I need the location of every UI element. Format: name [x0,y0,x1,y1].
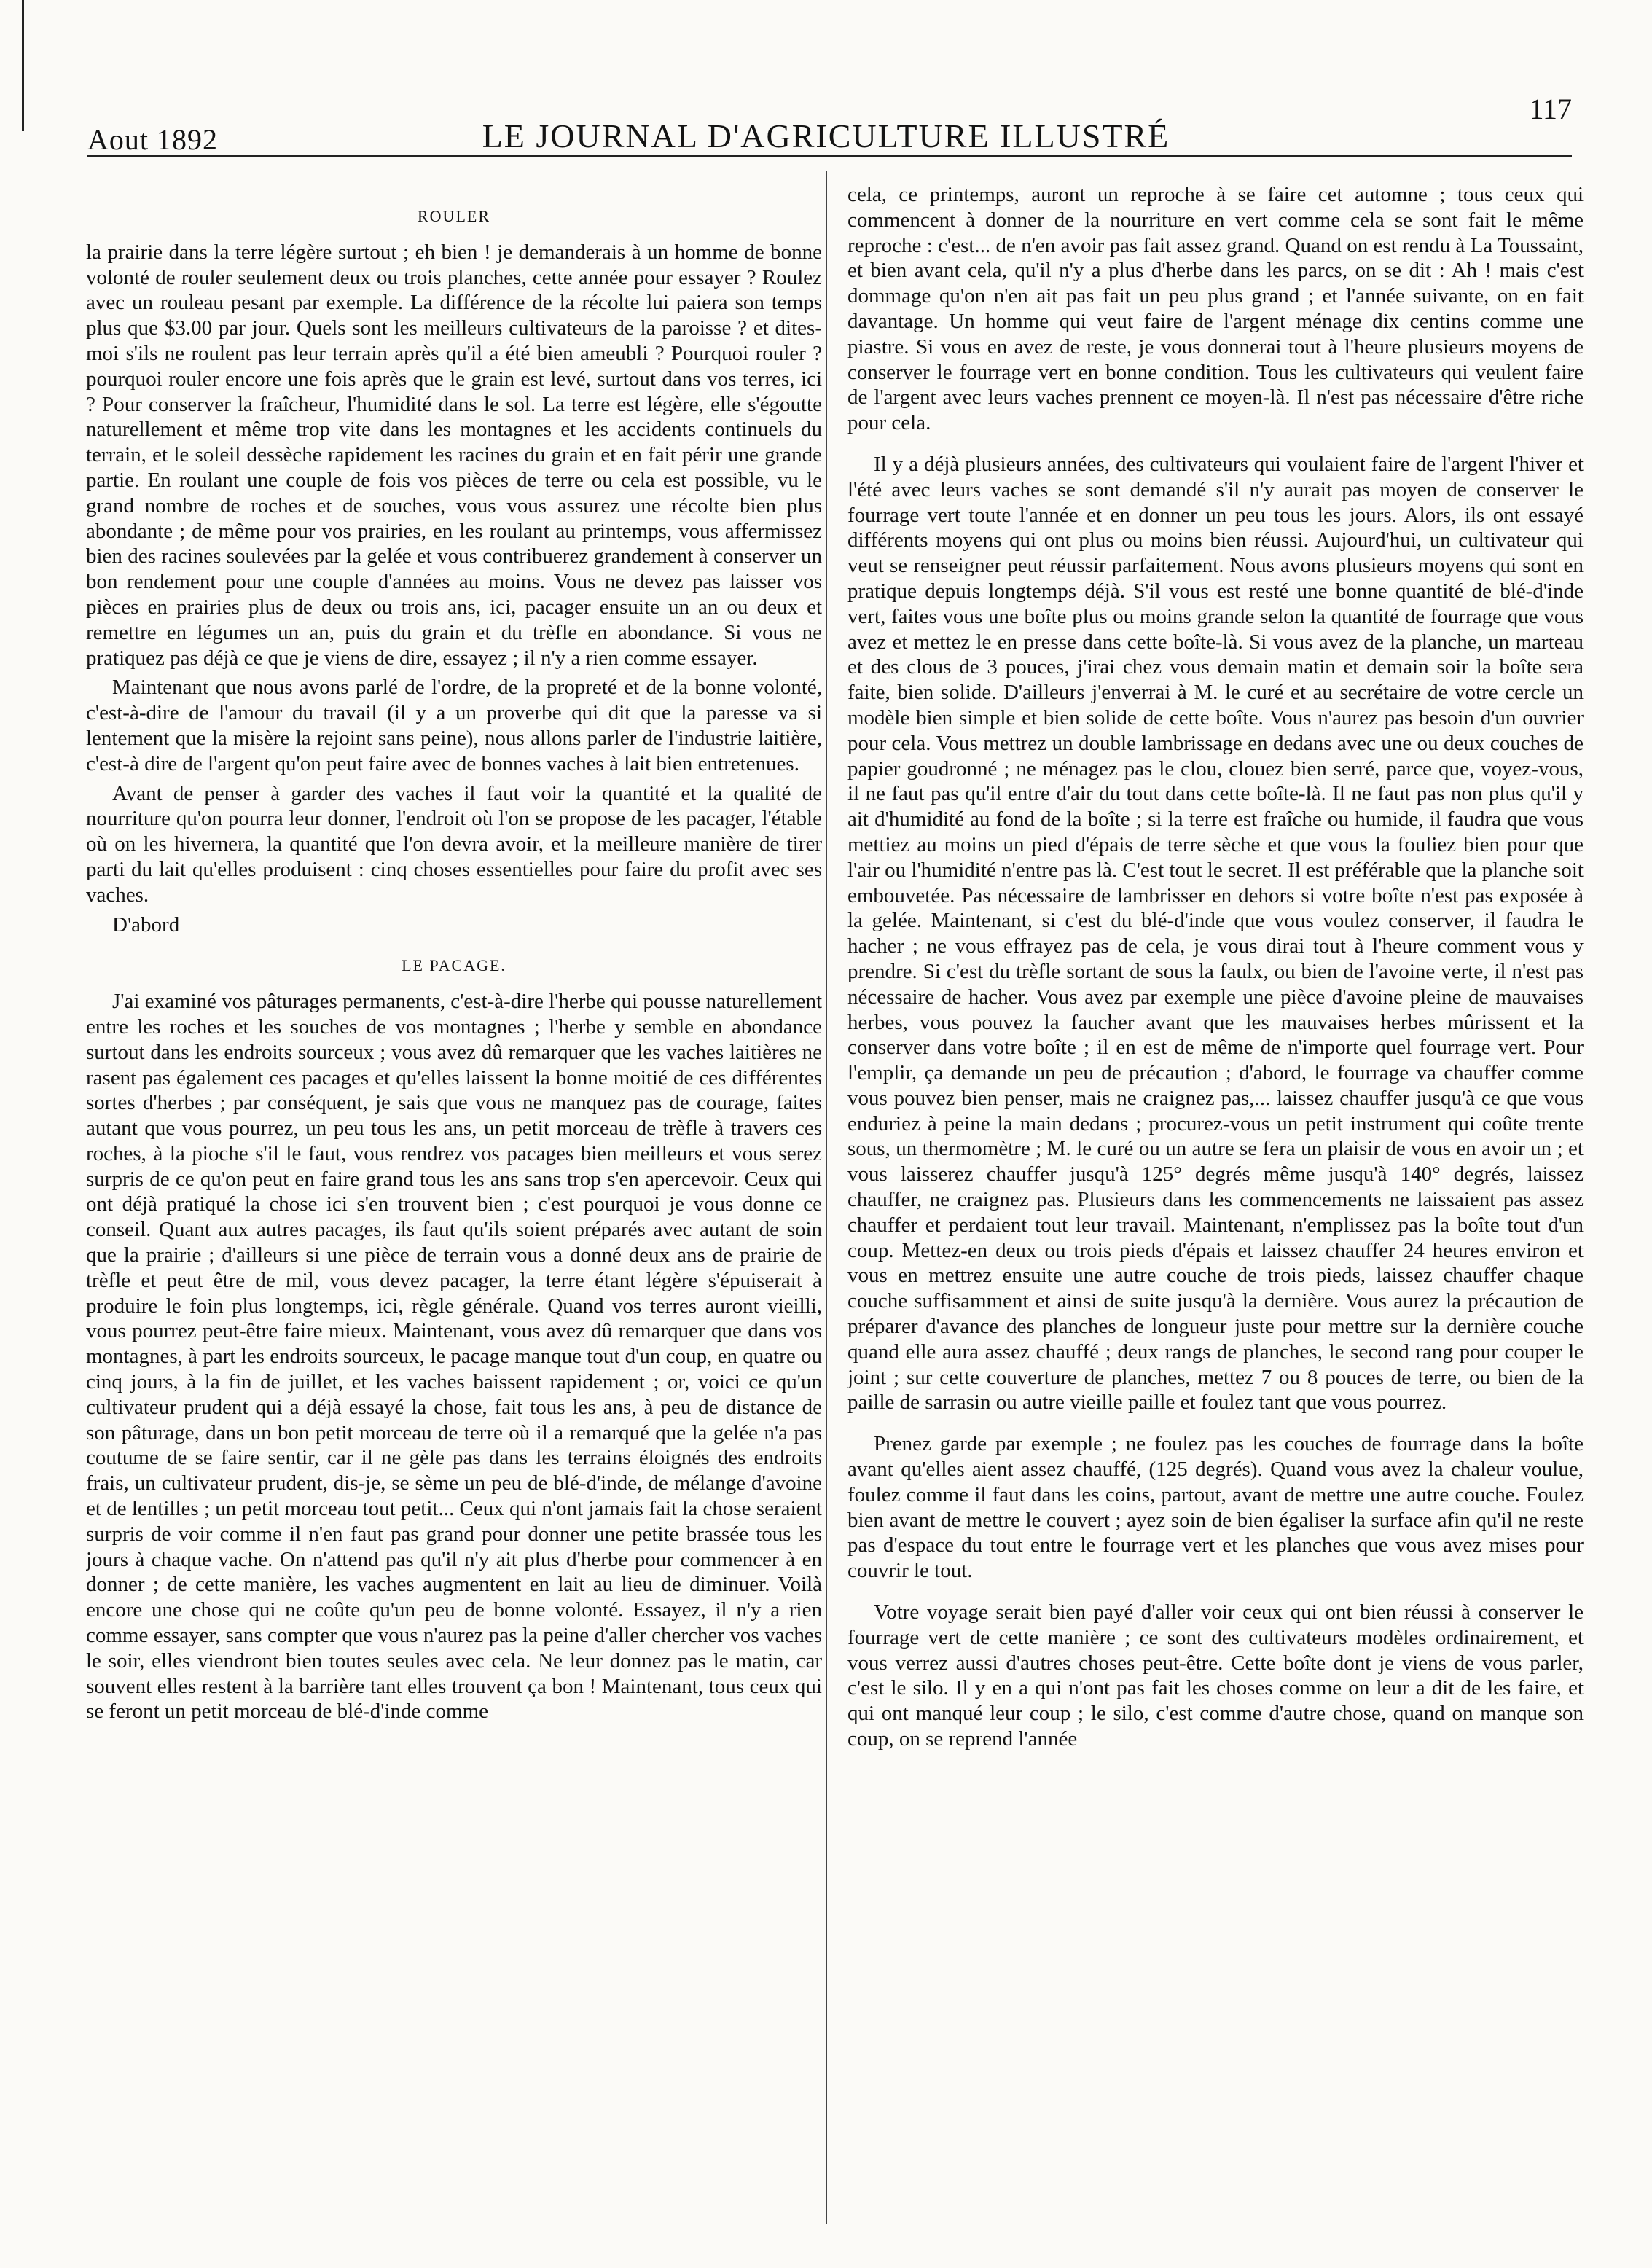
page-header [80,79,1572,156]
right-column [847,182,1584,2194]
paragraph: Avant de penser à garder des vaches il faut voir la quantité et la qualité de nourriture qu'on pourra leur donner, l'endroit où l'on se propose de les pacager, l'étable où on les hivernera, la quantité que l'on devra avoir, et la meilleure manière de tirer parti du lait qu'elles produisent : cinq choses essentielles pour faire du profit avec ses vaches. [86,781,822,907]
paragraph: J'ai examiné vos pâturages permanents, c'est-à-dire l'herbe qui pousse naturellement entre les roches et les souches de vos montagnes ; l'herbe y semble en abondance surtout dans les endroits sourceux ; vous avez dû remarquer que les vaches laitières ne rasent pas également ces pacages et qu'elles laissent la bonne moitié de ces différentes sortes d'herbes ; par conséquent, je sais que vous ne manquez pas de courage, faites autant que vous pourrez, un peu tous les ans, un petit morceau de trèfle à travers ces roches, à la pioche s'il le faut, vous rendrez vos pacages bien meilleurs et vous serez surpris de ce qu'on peut en faire grand tous les ans sans trop s'en apercevoir. Ceux qui ont déjà pratiqué la chose ici s'en trouvent bien ; c'est pourquoi je vous donne ce conseil. Quant aux autres pacages, ils faut qu'ils soient préparés avec autant de soin que la prairie ; d'ailleurs si une pièce de terrain vous a donné deux ans de prairie de trèfle et peut être de mil, vous devez pacager, la terre étant légère s'épuiserait à produire le foin plus longtemps, ici, règle générale. Quand vos terres auront vieilli, vous pourrez peut-être faire mieux. Maintenant, vous avez dû remarquer que dans vos montagnes, à part les endroits sourceux, le pacage manque tout d'un coup, en quatre ou cinq jours, à la fin de juillet, et les vaches baissent rapidement ; or, voici ce qu'un cultivateur prudent qui a déjà essayé la chose, fait tous les ans, à peu de distance de son pâturage, dans un bon petit morceau de terre où il a remarqué que la gelée n'a pas coutume de se faire sentir, car il ne gèle pas dans les terrains éloignés des endroits frais, un cultivateur prudent, dis-je, se sème un peu de blé-d'inde, de mélange d'avoine et de lentilles ; un petit morceau tout petit... Ceux qui n'ont jamais fait la chose seraient surpris de voir comme il n'en faut pas grand pour donner une petite brassée tous les jours à chaque vache. On n'attend pas qu'il n'y ait plus d'herbe pour commencer à en donner ; de cette manière, les vaches augmentent en lait au lieu de diminuer. Voilà encore une chose qui ne coûte qu'un peu de bonne volonté. Essayez, il n'y a rien comme essayer, sans compter que vous n'aurez pas la peine d'aller chercher vos vaches le soir, elles viendront bien toutes seules avec cela. Ne leur donnez pas le matin, car souvent elles restent à la barrière tant elles trouvent ça bon ! Maintenant, tous ceux qui se feront un petit morceau de blé-d'inde comme [86,990,822,1724]
section-heading-pacage: LE PACAGE. [402,956,506,975]
paragraph: Maintenant que nous avons parlé de l'ordre, de la propreté et de la bonne volonté, c'est-à-dire de l'amour du travail (il y a un proverbe qui dit que la paresse va si lentement que la misère la rejoint sans peine), nous allons parler de l'industrie laitière, c'est-à dire de l'argent qu'on peut faire avec de bonnes vaches à lait bien entretenues. [86,676,822,775]
page-number: 117 [1529,93,1572,125]
paragraph: Prenez garde par exemple ; ne foulez pas les couches de fourrage dans la boîte avant qu'elles aient assez chauffé, (125 degrés). Quand vous avez la chaleur voulue, foulez comme il faut dans les coins, partout, avant de mettre une autre couche. Foulez bien avant de mettre le couvert ; ayez soin de bien égaliser la surface afin qu'il ne reste pas d'espace du tout entre le fourrage vert et les planches que vous avez mises pour couvrir le tout. [847,1432,1584,1583]
column-divider [826,171,827,2224]
issue-date: Aout 1892 [87,123,218,156]
binding-mark [22,0,24,131]
paragraph: Il y a déjà plusieurs années, des cultivateurs qui voulaient faire de l'argent l'hiver et l'été avec leurs vaches se sont demandé s'il n'y aurait pas moyen de conserver le fourrage vert toute l'année et en donner un peu tous les jours. Alors, ils ont essayé différents moyens qui ont plus ou moins bien réussi. Aujourd'hui, un cultivateur qui veut se renseigner peut réussir parfaitement. Nous avons plusieurs moyens qui sont en pratique depuis longtemps déjà. S'il vous est resté une bonne quantité de blé-d'inde vert, faites vous une boîte plus ou moins grande selon la quantité de fourrage que vous avez et mettez le en presse dans cette boîte-là. Si vous avez de la planche, un marteau et des clous de 3 pouces, j'irai chez vous demain matin et demain soir la boîte sera faite, bien solide. D'ailleurs j'enverrai à M. le curé et au secrétaire de votre cercle un modèle bien simple et bien solide de cette boîte. Vous n'aurez pas besoin d'un ouvrier pour cela. Vous mettrez un double lambrissage en dedans avec une ou deux couches de papier goudronné ; ne ménagez pas le clou, clouez bien serré, parce que, voyez-vous, il ne faut pas qu'il entre d'air du tout dans cette boîte-là. Il ne faut pas non plus qu'il y ait d'humidité au fond de la boîte ; si la terre est fraîche ou humide, il faudra que vous mettiez au moins un pied d'épais de terre sèche et que vous la fouliez bien pour que l'air ou l'humidité n'entre pas là. C'est tout le secret. Il est préférable que la planche soit embouvetée. Pas nécessaire de lambrisser en dehors si votre boîte n'est pas exposée à la gelée. Maintenant, si c'est du blé-d'inde que vous voulez conserver, il faudra le hacher ; ne vous effrayez pas de cela, je vous dirai tout à l'heure comment vous y prendre. Si c'est du trèfle sortant de sous la faulx, ou bien de l'avoine verte, il n'est pas nécessaire de hacher. Vous avez par exemple une pièce d'avoine pleine de mauvaises herbes, vous pouvez la faucher avant que les mauvaises herbes mûrissent et la conserver dans votre boîte ; il en est de même de n'importe quel fourrage vert. Pour l'emplir, ça demande un peu de précaution ; d'abord, le fourrage va chauffer comme vous pouvez bien penser, mais ne craignez pas,... laissez chauffer jusqu'à ce que vous enduriez à peine la main dedans ; procurez-vous un petit instrument qui coûte trente sous, un thermomètre ; M. le curé ou un autre se fera un plaisir de vous en avoir un ; et vous laisserez chauffer jusqu'à 125° degrés même jusqu'à 140° degrés, laissez chauffer, ne craignez pas. Plusieurs dans les commencements ne laissaient pas assez chauffer et perdaient tout leur travail. Maintenant, n'emplissez pas la boîte tout d'un coup. Mettez-en deux ou trois pieds d'épais et laissez chauffer 24 heures environ et vous en mettrez ensuite une autre couche de trois pieds, laissez chauffer chaque couche suffisamment et ainsi de suite jusqu'à la dernière. Vous aurez la précaution de préparer d'avance des planches de longueur juste pour mettre sur la dernière couche quand elle aura assez chauffé ; deux rangs de planches, le second rang pour couper le joint ; sur cette couverture de planches, mettez 7 ou 8 pouces de terre, ou bien de la paille de sarrasin ou autre vieille paille et foulez tant que vous pourrez. [847,452,1584,1415]
paragraph: Votre voyage serait bien payé d'aller voir ceux qui ont bien réussi à conserver le fourrage vert de cette manière ; ce sont des cultivateurs modèles ordinairement, et vous verrez aussi d'autres choses peut-être. Cette boîte dont je viens de vous parler, c'est le silo. Il y en a qui n'ont pas fait les choses comme on leur a dit de les faire, et qui ont manqué leur coup ; le silo, c'est comme d'autre chose, quand on manque son coup, on se reprend l'année [847,1600,1584,1751]
paragraph: cela, ce printemps, auront un reproche à se faire cet automne ; tous ceux qui commencent à donner de la nourriture en vert comme cela se sont fait le même reproche : c'est... de n'en avoir pas fait assez grand. Quand on est rendu à La Toussaint, et bien avant cela, qu'il n'y a plus d'herbe dans les parcs, on se dit : Ah ! mais c'est dommage qu'on n'en ait pas fait un peu plus grand ; et l'année suivante, on en fait davantage. Un homme qui veut faire de l'argent ménage dix centins comme une piastre. Si vous en avez de reste, je vous donnerai tout à l'heure plusieurs moyens de conserver le fourrage vert en bonne condition. Tous les cultivateurs qui veulent faire de l'argent avec leurs vaches prennent ce moyen-là. Il n'est pas nécessaire d'être riche pour cela. [847,183,1584,435]
header-rule [87,155,1572,157]
left-column [86,204,822,2216]
section-heading-rouler: ROULER [418,207,490,225]
journal-title: LE JOURNAL D'AGRICULTURE ILLUSTRÉ [482,117,1170,155]
paragraph: D'abord [112,912,180,936]
paragraph: la prairie dans la terre légère surtout ; eh bien ! je demanderais à un homme de bonne volonté de rouler seulement deux ou trois planches, cette année pour essayer ? Roulez avec un rouleau pesant par exemple. La différence de la récolte lui paiera son temps plus que $3.00 par jour. Quels sont les meilleurs cultivateurs de la paroisse ? et dites-moi s'ils ne roulent pas leur terrain après qu'il a été bien ameubli ? Pourquoi rouler ? pourquoi rouler encore une fois après que le grain est levé, surtout dans vos terres, ici ? Pour conserver la fraîcheur, l'humidité dans le sol. La terre est légère, elle s'égoutte naturellement et même trop vite dans les montagnes et les accidents continuels du terrain, et le soleil dessèche rapidement les racines du grain et en fait périr une grande partie. En roulant une couple de fois vos pièces de terre ou cela est possible, vu le grand nombre de roches et de souches, vous vous assurez une récolte bien plus abondante ; de même pour vos prairies, en les roulant au printemps, vous affermissez bien des racines soulevées par la gelée et vous contribuerez grandement à conserver un bon rendement pour une couple d'années au moins. Vous ne devez pas laisser vos pièces en prairies plus de deux ou trois ans, ici, pacager ensuite un an ou deux et remettre en légumes un an, puis du grain et du trèfle en abondance. Si vous ne pratiquez pas déjà ce que je viens de dire, essayez ; il n'y a rien comme essayer. [86,240,822,670]
